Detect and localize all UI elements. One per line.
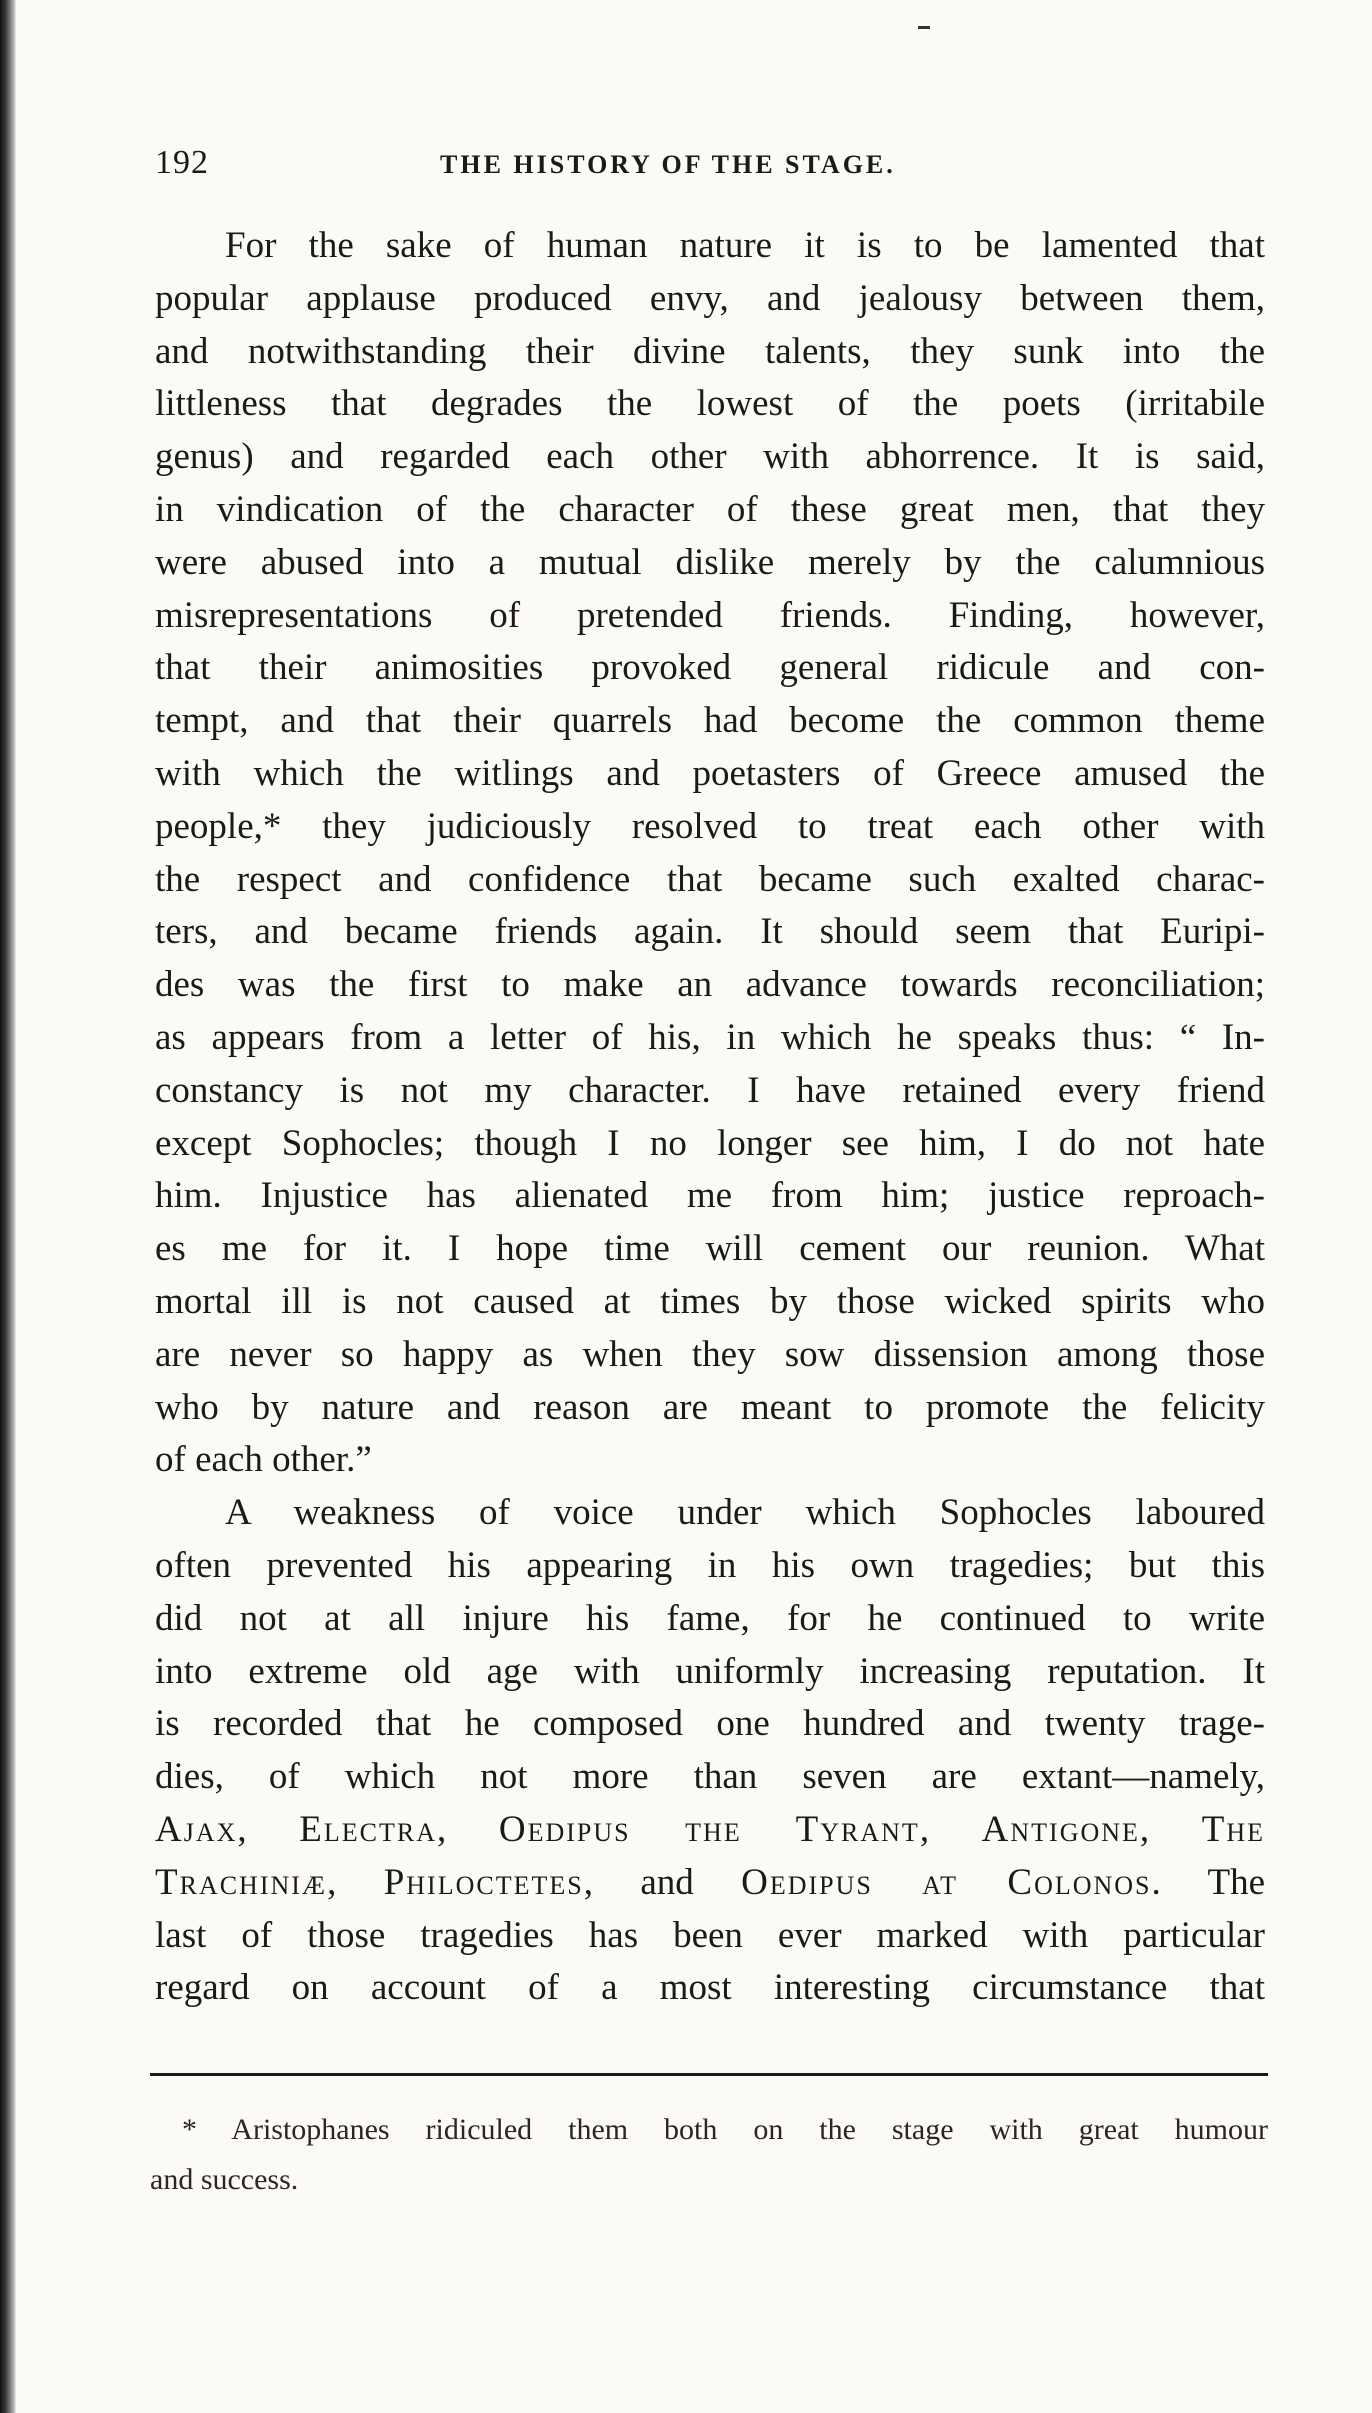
text-line: with which the witlings and poetasters of Greece amused the (155, 752, 1265, 794)
print-mark (918, 26, 930, 29)
text-line: often prevented his appearing in his own tragedies; but this (155, 1544, 1265, 1586)
footnote-line: * Aristophanes ridiculed them both on the stage with great humour (182, 2113, 1268, 2146)
body-text (155, 220, 1265, 2015)
text-line: tempt, and that their quarrels had become the common theme (155, 700, 1265, 742)
page-number: 192 (155, 144, 209, 181)
text-line: did not at all injure his fame, for he continued to write (155, 1597, 1265, 1639)
text-line-plays: Ajax, Electra, Oedipus the Tyrant, Antigone, The (155, 1808, 1266, 1850)
footnote-rule (150, 2073, 1268, 2076)
text-line: who by nature and reason are meant to promote the felicity (155, 1386, 1265, 1428)
text-line: des was the first to make an advance towards reconciliation; (155, 964, 1265, 1006)
text-line: mortal ill is not caused at times by those wicked spirits who (155, 1280, 1265, 1322)
play-title: Philoctetes (383, 1861, 584, 1903)
text-line: ters, and became friends again. It should seem that Euripi- (155, 911, 1265, 953)
text-line: dies, of which not more than seven are extant—namely, (155, 1756, 1265, 1798)
play-title: Oedipus the Tyrant (498, 1808, 920, 1850)
play-title: Electra (299, 1808, 437, 1850)
text-line: is recorded that he composed one hundred and twenty trage- (155, 1703, 1265, 1745)
binding-gutter-shadow (0, 0, 16, 2413)
text-line: A weakness of voice under which Sophocles laboured (225, 1492, 1265, 1534)
conjunction: and (640, 1861, 694, 1903)
text-line: and notwithstanding their divine talents, they sunk into the (155, 330, 1265, 372)
play-title: Trachiniæ (155, 1861, 328, 1903)
text-line: him. Injustice has alienated me from him; justice reproach- (155, 1175, 1265, 1217)
play-title: The (1201, 1808, 1266, 1850)
page-header (155, 140, 1265, 200)
text-line: of each other.” (155, 1439, 372, 1481)
footnote-line: and success. (150, 2163, 299, 2196)
play-title: Antigone (981, 1808, 1140, 1850)
running-head: THE HISTORY OF THE STAGE. (440, 150, 896, 179)
text-line: misrepresentations of pretended friends. Finding, however, (155, 594, 1265, 636)
footnote (150, 2105, 1268, 2205)
text-line: into extreme old age with uniformly increasing reputation. It (155, 1650, 1265, 1692)
text-line: were abused into a mutual dislike merely by the calumnious (155, 541, 1265, 583)
play-title: Ajax (155, 1808, 238, 1850)
text-line: popular applause produced envy, and jealousy between them, (155, 277, 1265, 319)
text-fragment: . The (1151, 1861, 1265, 1903)
text-line: are never so happy as when they sow dissension among those (155, 1333, 1265, 1375)
text-line: the respect and confidence that became such exalted charac- (155, 858, 1265, 900)
text-line: last of those tragedies has been ever marked with particular (155, 1914, 1265, 1956)
text-line: as appears from a letter of his, in which he speaks thus: “ In- (155, 1016, 1265, 1058)
text-line: that their animosities provoked general ridicule and con- (155, 647, 1265, 689)
text-line: except Sophocles; though I no longer see him, I do not hate (155, 1122, 1265, 1164)
text-line: people,* they judiciously resolved to treat each other with (155, 805, 1265, 847)
text-line: constancy is not my character. I have retained every friend (155, 1069, 1265, 1111)
play-title: Oedipus at Colonos (741, 1861, 1152, 1903)
text-line: genus) and regarded each other with abhorrence. It is said, (155, 436, 1265, 478)
text-line: es me for it. I hope time will cement our reunion. What (155, 1228, 1265, 1270)
text-line: For the sake of human nature it is to be lamented that (225, 225, 1265, 266)
text-line-plays: Trachiniæ, Philoctetes, and Oedipus at Colonos. The (155, 1861, 1265, 1903)
text-line: in vindication of the character of these great men, that they (155, 488, 1265, 530)
text-line: regard on account of a most interesting circumstance that (155, 1967, 1265, 2009)
text-line: littleness that degrades the lowest of the poets (irritabile (155, 383, 1265, 425)
